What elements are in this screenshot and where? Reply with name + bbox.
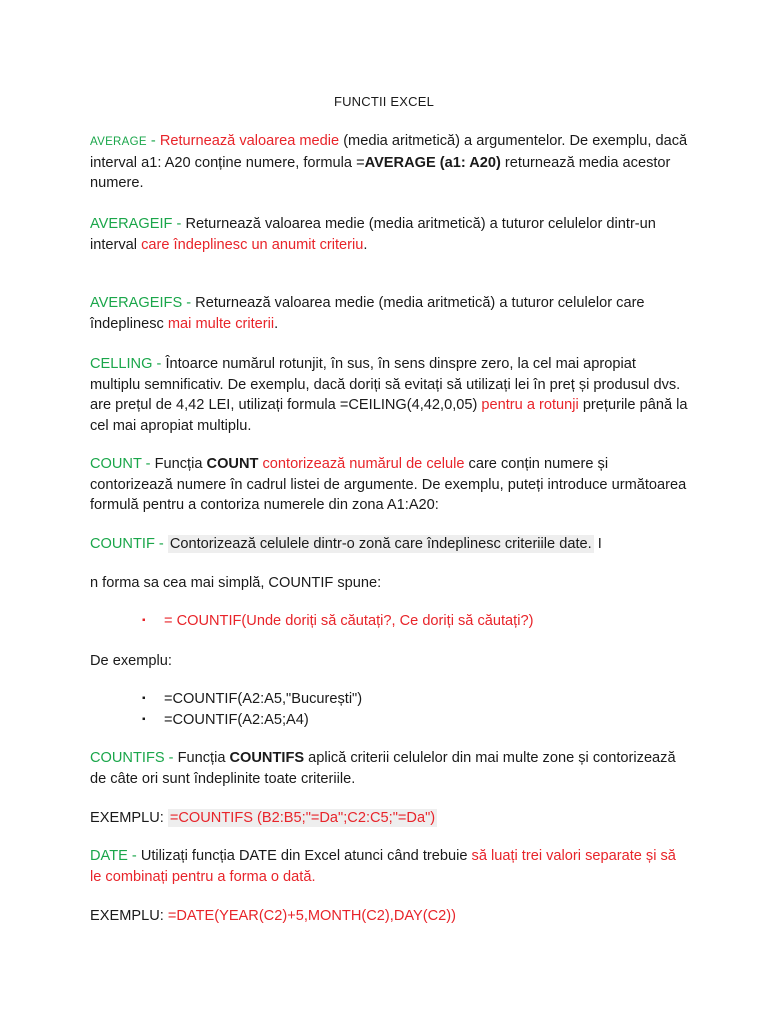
date-example-label: EXEMPLU: [90, 908, 168, 924]
date-dash: - [127, 848, 141, 864]
celling-text-2: prețurile până la cel mai apropiat multiplu. [90, 397, 688, 434]
averageifs-text-2: . [274, 315, 279, 332]
average-text-1: (media aritmetică) a argumentelor. De exemplu, dacă interval a1: A20 conține numere, formula = [90, 133, 688, 171]
averageif-criterion: care îndeplinesc un anumit criteriu [141, 236, 364, 253]
celling-text-1: Întoarce numărul rotunjit, în sus, în sens dinspre zero, la cel mai apropiat multiplu semnificativ. De exemplu, dacă doriți să evitați să utilizați lei în preț și produsul dvs. are prețul de 4,42 LEI, utilizați formula =CEILING(4,42,0,05) [90, 356, 681, 414]
countifs-text-2: aplică criterii celulelor din mai multe zone și contorizează de câte ori sunt îndeplinite toate criteriile. [90, 750, 676, 787]
average-paragraph [90, 131, 690, 194]
averageif-dash: - [172, 216, 186, 232]
countif-line-2: n forma sa cea mai simplă, COUNTIF spune: [90, 575, 382, 591]
averageifs-paragraph [90, 293, 690, 334]
count-red-text: contorizează numărul de celule [262, 456, 465, 472]
count-text-3: care conțin numere și contorizează numere în cadrul listei de argumente. De exemplu, puteți introduce următoarea formulă pentru a contoriza numerele din zona A1:A20: [90, 456, 687, 514]
countif-example-1: =COUNTIF(A2:A5,"București") [164, 691, 363, 707]
countif-highlight: Contorizează celulele dintr-o zonă care îndeplinesc criteriile date. [169, 536, 592, 552]
average-function-name: AVERAGE [90, 136, 147, 148]
countifs-dash: - [164, 750, 178, 766]
document-title: FUNCTII EXCEL [333, 94, 435, 109]
countifs-example-formula: =COUNTIFS (B2:B5;"=Da";C2:C5;"=Da") [169, 810, 436, 826]
countifs-function-name: COUNTIFS [90, 750, 165, 766]
countif-tail: I [593, 536, 602, 552]
bullet-square-icon: ▪ [142, 615, 146, 626]
averageifs-dash: - [182, 295, 196, 311]
count-paragraph [90, 454, 690, 516]
averageifs-text-1: Returnează valoarea medie (media aritmetică) a tuturor celulelor care îndeplinesc [90, 295, 645, 332]
averageif-function-name: AVERAGEIF [90, 216, 173, 232]
countif-dash: - [154, 536, 168, 552]
countifs-example-label: EXEMPLU: [90, 810, 168, 826]
average-text-2: returnează media acestor numere. [90, 154, 671, 192]
date-example [90, 906, 690, 927]
celling-round-note: pentru a rotunji [481, 397, 579, 414]
bullet-square-icon: ▪ [142, 714, 146, 725]
countifs-text-1: Funcția [177, 750, 230, 766]
average-lead: Returnează valoarea medie [159, 133, 340, 149]
countif-example-label: De exemplu: [90, 653, 172, 669]
date-text-1: Utilizați funcția DATE din Excel atunci când trebuie [140, 848, 472, 864]
countif-function-name: COUNTIF [90, 536, 155, 552]
date-paragraph [90, 846, 690, 887]
averageifs-function-name: AVERAGEIFS [90, 295, 183, 311]
count-bold-name: COUNT [206, 456, 259, 472]
average-dash: - [146, 133, 160, 149]
countifs-paragraph [90, 748, 690, 789]
celling-dash: - [152, 356, 166, 372]
date-red-text: să luați trei valori separate și să le combinați pentru a forma o dată. [90, 848, 676, 885]
count-dash: - [141, 456, 155, 472]
celling-function-name: CELLING [90, 356, 153, 372]
averageif-text-2: . [363, 236, 368, 253]
date-example-formula: =DATE(YEAR(C2)+5,MONTH(C2),DAY(C2)) [167, 908, 456, 924]
countifs-example [90, 808, 690, 829]
countif-syntax-formula: = COUNTIF(Unde doriți să căutați?, Ce doriți să căutați?) [164, 613, 534, 629]
averageifs-criteria: mai multe criterii [167, 315, 275, 332]
countif-paragraph [90, 534, 690, 555]
averageif-text-1: Returnează valoarea medie (media aritmetică) a tuturor celulelor dintr-un interval [90, 216, 656, 253]
averageif-paragraph [90, 214, 690, 255]
bullet-square-icon: ▪ [142, 693, 146, 704]
count-text-1: Funcția [154, 456, 207, 472]
celling-paragraph [90, 354, 690, 436]
date-function-name: DATE [90, 848, 128, 864]
countifs-bold-name: COUNTIFS [229, 750, 305, 766]
countif-example-2: =COUNTIF(A2:A5;A4) [164, 712, 309, 728]
average-formula: AVERAGE (a1: A20) [364, 154, 501, 171]
count-function-name: COUNT [90, 456, 142, 472]
